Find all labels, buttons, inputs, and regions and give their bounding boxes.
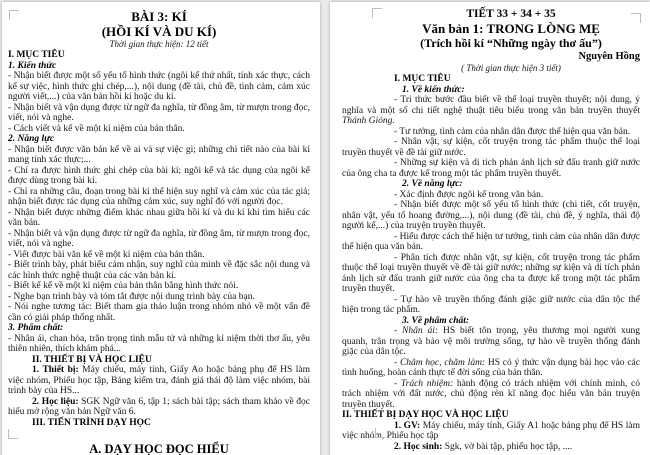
paragraph: - Tư tưởng, tình cảm của nhân dân được thể hiện qua văn bản. bbox=[394, 126, 631, 137]
paragraph: - Nhận biết được một số yếu tố hình thức (chi tiết, cốt truyện, nhân vật, yếu tố hoang đường,...), nội dung (đề tài, chủ đề, ý nghĩa, thái độ người kể,...) của truyện truyền thuyết. bbox=[342, 200, 640, 231]
paragraph: - Chăm học, chăm làm: HS có ý thức vận dụng bài học vào các tình huống, hoàn cảnh thực tế đời sống của bản thân. bbox=[342, 357, 640, 378]
page-right-content bbox=[330, 2, 650, 452]
paragraph: - Chỉ ra những câu, đoạn trong bài kí thể hiện suy nghĩ và cảm xúc của tác giả; nhận biết được tác dụng của những cảm xúc, suy nghĩ đó với người đọc. bbox=[8, 186, 310, 207]
lesson-duration: ( Thời gian thực hiện 3 tiết) bbox=[461, 63, 561, 73]
page-left[interactable] bbox=[2, 2, 320, 455]
sub-heading: 1. Kiến thức bbox=[8, 60, 57, 71]
paragraph: - Nhận biết được những điểm khác nhau giữa hồi kí và du kí khi tìm hiểu các văn bản. bbox=[8, 207, 310, 228]
paragraph: - Những sự kiện và di tích phản ánh lịch sử đấu tranh giữ nước của ông cha ta được kể trong một tác phẩm truyền thuyết. bbox=[342, 158, 640, 179]
lesson-header bbox=[342, 8, 640, 74]
paragraph: 2. Học sinh: Sgk, vở bài tập, phiếu học tập, .... bbox=[394, 441, 573, 452]
lesson-duration: Thời gian thực hiện: 12 tiết bbox=[109, 39, 209, 49]
paragraph: - Nhân ái: HS biết tôn trọng, yêu thương mọi người xung quanh, trân trọng và bảo vệ môi trường sống, tự hào về truyền thống đánh giặc của dân tộc. bbox=[342, 326, 641, 357]
paragraph: - Chỉ ra được hình thức ghi chép của bài kí; ngôi kể và tác dụng của ngôi kể được dùng trong bài kí. bbox=[8, 165, 310, 186]
author-name: Nguyên Hồng bbox=[578, 51, 640, 62]
page-right-body bbox=[342, 74, 640, 452]
sub-heading: 2. Năng lực bbox=[8, 134, 55, 144]
page-right[interactable] bbox=[330, 2, 650, 455]
text-boundary-mark bbox=[9, 10, 19, 20]
paragraph: - Nói nghe tương tác: Biết tham gia thảo luận trong nhóm nhỏ về một vấn đề cần có giải pháp thống nhất. bbox=[8, 302, 310, 323]
paragraph: - Phân tích được nhân vật, sự kiện, cốt truyện trong tác phẩm thuộc thể loại truyền thuyết về đề tài giữ nước; những sự kiện và di tích phản ánh lịch sử đấu tranh giữ nước của ông cha ta được kể trong một tác phẩm truyền thuyết. bbox=[342, 252, 640, 294]
paragraph: - Nhận biết được văn bản kể về ai và sự việc gì; những chi tiết nào của bài kí mang tính xác thực;... bbox=[8, 144, 310, 165]
paragraph: - Tự hào về truyền thống đánh giặc giữ nước của dân tộc thể hiện trong tác phẩm. bbox=[342, 294, 640, 315]
paragraph: 1. GV: Máy chiếu, máy tính, Giấy A1 hoặc bảng phụ để HS làm việc nhóm, Phiếu học tập bbox=[342, 420, 640, 441]
paragraph: - Biết kể kể về một kỉ niệm của bản thân bằng hình thức nói. bbox=[8, 281, 239, 291]
paragraph: - Nhận biết và vận dụng được từ ngữ đa nghĩa, từ đồng âm, từ mượn trong đọc, viết, nói và nghe. bbox=[8, 228, 310, 249]
paragraph: - Trách nhiệm: hành động có trách nhiệm với chính mình, có trách nhiệm với đất nước, chủ động rèn kĩ năng đọc hiểu văn bản truyện truyền thuyết. bbox=[342, 378, 640, 410]
paragraph: - Nhân ái, chan hòa, trân trọng tình mẫu tử và những kỉ niệm thời thơ ấu, yêu thiên nhiên, thích khám phá... bbox=[8, 333, 310, 354]
section-heading: II. THIẾT BỊ VÀ HỌC LIỆU bbox=[32, 354, 152, 365]
paragraph: - Nhận biết và vận dụng được từ ngữ đa nghĩa, từ đồng âm, từ mượn trong đọc, viết, nói và nghe. bbox=[8, 102, 310, 123]
paragraph: - Nghe bạn trình bày và tóm tắt được nội dung trình bày của bạn. bbox=[8, 291, 255, 302]
paragraph: - Biết trình bày, phát biểu cảm nhận, suy nghĩ của mình về đặc sắc nội dung và các hình thức nghệ thuật của các văn bản kí. bbox=[8, 260, 310, 281]
paragraph: - Viết được bài văn kể về một kỉ niệm của bản thân. bbox=[8, 249, 205, 260]
text-boundary-mark bbox=[372, 8, 382, 18]
paragraph: - Hiểu được cách thể hiện tư tưởng, tình cảm của nhân dân được thể hiện qua văn bản. bbox=[342, 231, 640, 252]
paragraph: A. DẠY HỌC ĐỌC HIỂU bbox=[89, 442, 229, 455]
text-boundary-mark bbox=[8, 429, 18, 439]
lesson-subtitle: (Trích hồi kí “Những ngày thơ ấu”) bbox=[420, 36, 602, 50]
lesson-period: TIẾT 33 + 34 + 35 bbox=[466, 8, 556, 20]
text-boundary-mark bbox=[631, 13, 641, 23]
sub-heading: 2. Về năng lực: bbox=[402, 179, 463, 189]
paragraph: - Cách viết và kể về một kỉ niệm của bản thân. bbox=[8, 123, 185, 134]
section-heading: I. MỤC TIÊU bbox=[394, 74, 451, 84]
paragraph: - Nhân vật, sự kiện, cốt truyện trong tác phẩm thuộc thể loại truyền thuyết về đề tài giữ nước. bbox=[342, 137, 640, 158]
paragraph: - Tri thức bước đầu biết về thể loại truyền thuyết; nội dung, ý nghĩa và một số chi tiết nghệ thuật tiêu biểu trong văn bản truyền thuyết Thánh Gióng. bbox=[342, 95, 640, 126]
lesson-title-line2: (HỒI KÍ VÀ DU KÍ) bbox=[101, 24, 217, 39]
page-left-body bbox=[8, 50, 310, 455]
sub-heading: 3. Phẩm chất: bbox=[8, 323, 64, 333]
text-boundary-mark bbox=[375, 428, 385, 438]
paragraph: - Nhận biết được một số yếu tố hình thức (ngôi kể thứ nhất, tính xác thực, cách kể sự việc, hình thức ghi chép,...), nội dung (đề tài, chủ đề, tình cảm, cảm xúc người viết,...) của văn bản hồi kí hoặc du kí. bbox=[8, 71, 310, 102]
page-left-content bbox=[2, 2, 320, 455]
lesson-title: Văn bản 1: TRONG LÒNG MẸ bbox=[422, 21, 600, 36]
sub-heading: 3. Về phẩm chất: bbox=[402, 315, 470, 326]
section-heading: I. MỤC TIÊU bbox=[8, 50, 65, 60]
section-heading: II. THIẾT BỊ DẠY HỌC VÀ HỌC LIỆU bbox=[342, 410, 509, 420]
section-heading: III. TIẾN TRÌNH DẠY HỌC bbox=[32, 417, 151, 428]
paragraph: 2. Học liệu: SGK Ngữ văn 6, tập 1; sách bài tập; sách tham khảo về đọc hiểu mở rộng văn bản Ngữ văn 6. bbox=[8, 396, 310, 417]
paragraph: - Xác định được ngôi kể trong văn bản. bbox=[394, 189, 544, 200]
lesson-title-line1: BÀI 3: KÍ bbox=[131, 9, 187, 24]
sub-heading: 1. Về kiến thức: bbox=[402, 84, 465, 95]
paragraph: 1. Thiết bị: Máy chiếu, máy tính, Giấy Ao hoặc bảng phụ để HS làm việc nhóm, Phiếu học tập, Bảng kiểm tra, đánh giá thái độ làm việc nhóm, bài trình bày của HS... bbox=[8, 365, 310, 396]
